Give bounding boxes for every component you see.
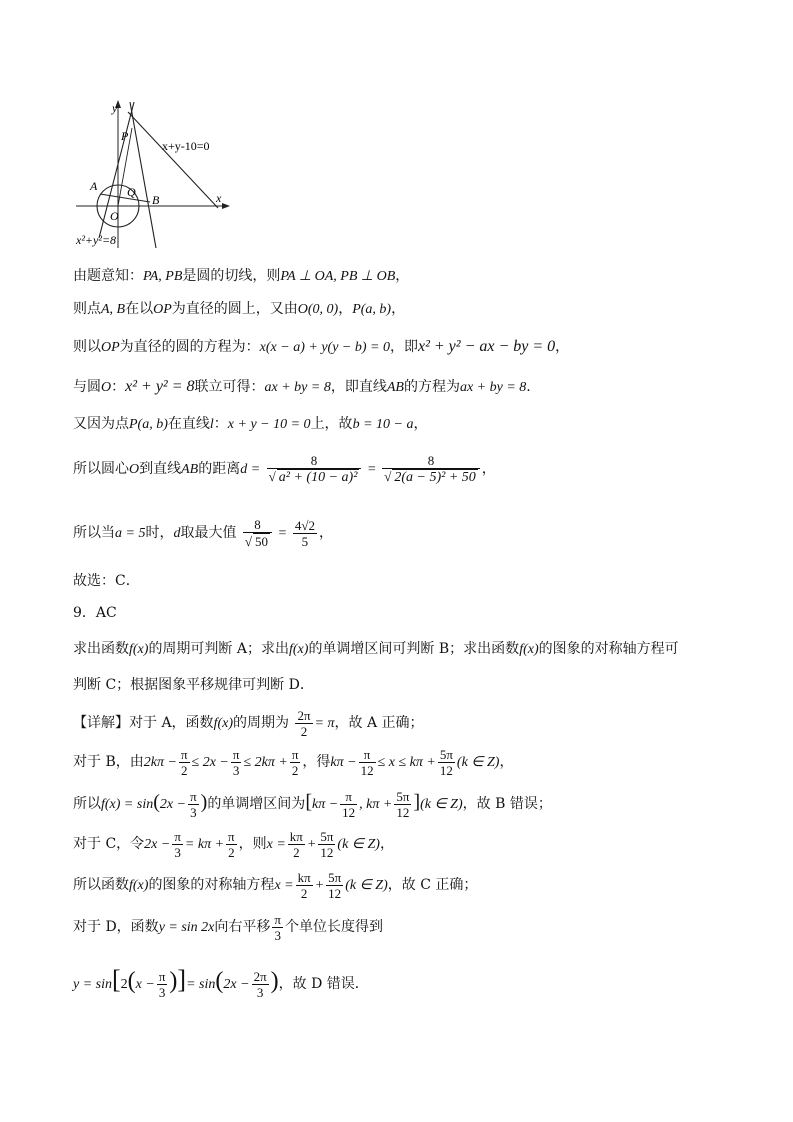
text: 在以 xyxy=(125,301,154,317)
denominator: √ 50 xyxy=(244,534,269,549)
fraction xyxy=(172,829,183,860)
fraction xyxy=(359,747,376,778)
text: ， xyxy=(319,525,333,541)
math: f(x) = sin xyxy=(101,797,154,812)
fraction xyxy=(326,870,343,901)
text: 为直径的圆的方程为： xyxy=(119,339,260,355)
text-line-18 xyxy=(73,960,369,1005)
math: b = 10 − a xyxy=(352,417,414,432)
math: f(x) xyxy=(289,642,309,657)
math: d = xyxy=(240,462,261,477)
math: + xyxy=(314,878,325,893)
text-line-10 xyxy=(73,639,679,660)
chord-ab xyxy=(100,194,150,202)
fraction xyxy=(293,518,317,549)
denominator: 12 xyxy=(320,844,334,860)
math: PA ⊥ OA, PB ⊥ OB xyxy=(280,269,396,284)
math: x² + y² − ax − by = 0 xyxy=(417,338,556,355)
numerator: π xyxy=(340,789,357,805)
math: OP xyxy=(153,302,172,317)
label-circle-eq: x²+y²=8 xyxy=(76,233,117,247)
math: , kπ + xyxy=(359,797,393,812)
line-l xyxy=(128,112,218,208)
text-line-8 xyxy=(73,571,140,591)
radicand: a² + (10 − a)² xyxy=(278,470,358,485)
denominator: 3 xyxy=(190,804,197,820)
text: ， xyxy=(379,836,394,852)
fraction xyxy=(252,969,269,1000)
math: x + y − 10 = 0 xyxy=(227,417,311,432)
text: ，故 D 错误． xyxy=(278,976,369,992)
text-line-15 xyxy=(73,827,394,862)
math: AB xyxy=(386,380,404,395)
text: ： xyxy=(213,416,228,432)
math: 2 xyxy=(120,977,128,992)
fraction xyxy=(188,789,199,820)
text: 求出函数 xyxy=(73,641,129,657)
bracket: ] xyxy=(177,965,187,994)
math: P(a, b) xyxy=(352,302,392,317)
fraction xyxy=(267,453,362,485)
math: PA, PB xyxy=(143,269,183,284)
text: 9．AC xyxy=(73,605,117,621)
denominator: 3 xyxy=(174,844,181,860)
text: ， xyxy=(555,339,570,355)
math: kπ − xyxy=(330,755,357,770)
numerator: π xyxy=(158,968,166,984)
text: 对于 C，令 xyxy=(73,836,145,852)
math: OP xyxy=(101,340,120,355)
text-line-3 xyxy=(73,337,569,358)
text: ， xyxy=(391,301,406,317)
fraction xyxy=(179,747,190,778)
math: 2kπ − xyxy=(143,755,177,770)
text: 所以 xyxy=(73,796,101,812)
paren: ) xyxy=(200,791,208,813)
text-line-4 xyxy=(73,377,531,398)
denominator: 12 xyxy=(439,762,453,778)
text: 是圆的切线，则 xyxy=(182,268,281,284)
denominator: 2 xyxy=(228,844,235,860)
label-line-eq: x+y-10=0 xyxy=(162,139,210,153)
math: (k ∈ Z) xyxy=(420,797,463,812)
text: ， xyxy=(338,301,353,317)
text: ，故 C 正确； xyxy=(387,877,478,893)
text: 对于 D，函数 xyxy=(73,919,159,935)
math: 2x − xyxy=(144,837,171,852)
text: ，即 xyxy=(389,339,418,355)
label-b: B xyxy=(152,193,160,207)
math: x − xyxy=(135,977,155,992)
radicand: 50 xyxy=(255,534,269,549)
math: A, B xyxy=(101,302,126,317)
text: 又因为点 xyxy=(73,416,129,432)
fraction xyxy=(382,453,480,485)
numerator: 2π xyxy=(297,707,311,723)
paren: ) xyxy=(169,968,178,994)
bracket: [ xyxy=(305,791,312,813)
math: y = sin xyxy=(73,977,112,992)
label-q: Q xyxy=(127,185,136,199)
numerator: 5π xyxy=(320,828,334,844)
math: ax + by = 8 xyxy=(264,380,331,395)
text: 的图象的对称轴方程 xyxy=(148,877,275,893)
math: O(0, 0) xyxy=(297,302,339,317)
denominator: 5 xyxy=(301,533,309,549)
denominator: 3 xyxy=(256,984,264,1000)
text: 与圆 xyxy=(73,379,101,395)
numerator: 8 xyxy=(382,453,480,469)
math: ≤ 2x − xyxy=(191,755,229,770)
text-line-2 xyxy=(73,299,405,320)
text: ， xyxy=(413,416,428,432)
math: O xyxy=(101,380,112,395)
math: d xyxy=(173,526,181,541)
text: 的周期为 xyxy=(233,715,289,731)
text: ，得 xyxy=(302,754,331,770)
math: AB xyxy=(181,462,199,477)
text: ， xyxy=(499,754,514,770)
text: 对于 B，由 xyxy=(73,754,144,770)
tangent-pb xyxy=(130,102,156,248)
fraction xyxy=(231,747,242,778)
paren: ( xyxy=(153,791,160,813)
question-number xyxy=(73,603,117,623)
text-line-14 xyxy=(73,785,552,822)
numerator: π xyxy=(232,746,240,762)
paren: ( xyxy=(215,968,224,994)
text: 在直线 xyxy=(167,416,210,432)
paren: ( xyxy=(127,968,136,994)
text: ， xyxy=(481,461,496,477)
geometry-figure xyxy=(70,98,240,250)
denominator: 2 xyxy=(291,762,299,778)
fraction xyxy=(295,708,312,739)
math: ≤ x ≤ kπ + xyxy=(377,755,436,770)
numerator: 8 xyxy=(267,453,362,469)
text: 【详解】对于 A，函数 xyxy=(73,715,214,731)
label-y: y xyxy=(112,101,118,115)
text: ，故 B 错误； xyxy=(462,796,552,812)
numerator: 5π xyxy=(396,788,410,804)
text: 为直径的圆上，又由 xyxy=(171,301,298,317)
text: 的距离 xyxy=(198,461,241,477)
text: ，即直线 xyxy=(330,379,387,395)
text: 联立可得： xyxy=(194,379,265,395)
math: = xyxy=(367,462,376,477)
fraction xyxy=(318,829,335,860)
denominator: 2 xyxy=(300,885,308,901)
text: 到直线 xyxy=(139,461,182,477)
text: 所以当 xyxy=(73,525,115,541)
numerator: π xyxy=(228,828,235,844)
text: ，故 A 正确； xyxy=(334,715,424,731)
text: 所以函数 xyxy=(73,877,129,893)
fraction xyxy=(272,912,283,943)
bracket: ] xyxy=(413,791,421,813)
math: = kπ + xyxy=(184,837,225,852)
math: ax + by = 8 xyxy=(459,380,527,395)
text: 向右平移 xyxy=(214,919,271,935)
math: P(a, b) xyxy=(129,417,168,432)
denominator: 2 xyxy=(293,844,300,860)
numerator: 2π xyxy=(253,968,267,984)
math: 2x − xyxy=(159,797,187,812)
text-line-17 xyxy=(73,910,383,945)
numerator: π xyxy=(174,828,181,844)
math: x² + y² = 8 xyxy=(125,378,195,395)
text: 的图象的对称轴方程可 xyxy=(538,641,679,657)
denominator: √ 2(a − 5)² + 50 xyxy=(384,469,476,485)
math: a = 5 xyxy=(115,526,146,541)
math: kπ − xyxy=(311,797,339,812)
numerator: π xyxy=(274,911,281,927)
x-axis-arrow xyxy=(222,203,230,209)
math: f(x) xyxy=(129,878,149,893)
fraction xyxy=(290,747,301,778)
math: x = xyxy=(274,878,294,893)
numerator: 8 xyxy=(243,517,272,533)
math: l xyxy=(209,417,214,432)
denominator: 3 xyxy=(158,984,166,1000)
numerator: π xyxy=(359,747,376,763)
math: (k ∈ Z) xyxy=(456,755,500,770)
denominator: √ a² + (10 − a)² xyxy=(268,469,358,485)
denominator: 12 xyxy=(360,762,374,778)
denominator: 12 xyxy=(396,804,410,820)
text: 判断 C；根据图象平移规律可判断 D． xyxy=(73,677,314,693)
text: ， xyxy=(395,268,410,284)
math: (k ∈ Z) xyxy=(345,878,388,893)
label-p: P xyxy=(121,129,129,143)
math: (k ∈ Z) xyxy=(337,837,380,852)
denominator: 12 xyxy=(328,885,342,901)
denominator: 3 xyxy=(274,927,281,943)
math: + xyxy=(306,837,317,852)
numerator: 4√2 xyxy=(294,517,315,533)
fraction xyxy=(243,517,272,549)
label-o: O xyxy=(110,209,119,223)
numerator: kπ xyxy=(297,869,311,885)
fraction xyxy=(288,829,305,860)
math: O xyxy=(129,462,140,477)
text: 则以 xyxy=(73,339,101,355)
text: 个单位长度得到 xyxy=(284,919,383,935)
fraction xyxy=(340,789,357,820)
fraction xyxy=(394,789,411,820)
denominator: 2 xyxy=(300,723,308,739)
math: x = xyxy=(266,837,286,852)
text-line-6 xyxy=(73,450,496,489)
fraction xyxy=(157,969,168,1000)
fraction xyxy=(296,870,313,901)
numerator: 5π xyxy=(439,746,453,762)
denominator: 3 xyxy=(232,762,240,778)
label-x: x xyxy=(216,191,222,205)
math: x(x − a) + y(y − b) = 0 xyxy=(259,340,390,355)
denominator: 2 xyxy=(180,762,188,778)
math: f(x) xyxy=(129,642,149,657)
text-line-12 xyxy=(73,706,424,741)
numerator: π xyxy=(291,746,299,762)
math: f(x) xyxy=(213,716,233,731)
radicand: 2(a − 5)² + 50 xyxy=(394,470,476,485)
text-line-7 xyxy=(73,514,333,553)
numerator: π xyxy=(190,788,197,804)
label-a: A xyxy=(90,179,98,193)
paren: ) xyxy=(270,968,279,994)
text: 的周期可判断 A；求出 xyxy=(148,641,289,657)
text: 的单调增区间为 xyxy=(207,796,306,812)
numerator: kπ xyxy=(289,828,303,844)
math: f(x) xyxy=(519,642,539,657)
text-line-1 xyxy=(73,266,409,287)
text: . xyxy=(526,379,531,395)
denominator: 12 xyxy=(342,804,356,820)
math: = xyxy=(278,526,287,541)
text-line-16 xyxy=(73,868,477,903)
numerator: 5π xyxy=(328,869,342,885)
text: 由题意知： xyxy=(73,268,143,284)
math: y = sin 2x xyxy=(158,920,215,935)
math: 2x − xyxy=(223,977,250,992)
math: = π xyxy=(314,716,335,731)
text: 故选：C． xyxy=(73,573,140,589)
math: ≤ 2kπ + xyxy=(243,755,288,770)
text-line-5 xyxy=(73,414,427,435)
text: 时， xyxy=(145,525,174,541)
text-line-11 xyxy=(73,675,314,695)
math: = sin xyxy=(186,977,216,992)
fraction xyxy=(438,747,455,778)
text: 则点 xyxy=(73,301,101,317)
text: 的方程为 xyxy=(403,379,460,395)
text: ： xyxy=(111,379,126,395)
text: ，则 xyxy=(238,836,267,852)
bracket: [ xyxy=(112,965,121,994)
numerator: π xyxy=(180,746,188,762)
text-line-13 xyxy=(73,745,513,780)
text: 上，故 xyxy=(310,416,353,432)
text: 的单调增区间可判断 B；求出函数 xyxy=(308,641,520,657)
fraction xyxy=(226,829,237,860)
text: 取最大值 xyxy=(180,525,237,541)
text: 所以圆心 xyxy=(73,461,129,477)
